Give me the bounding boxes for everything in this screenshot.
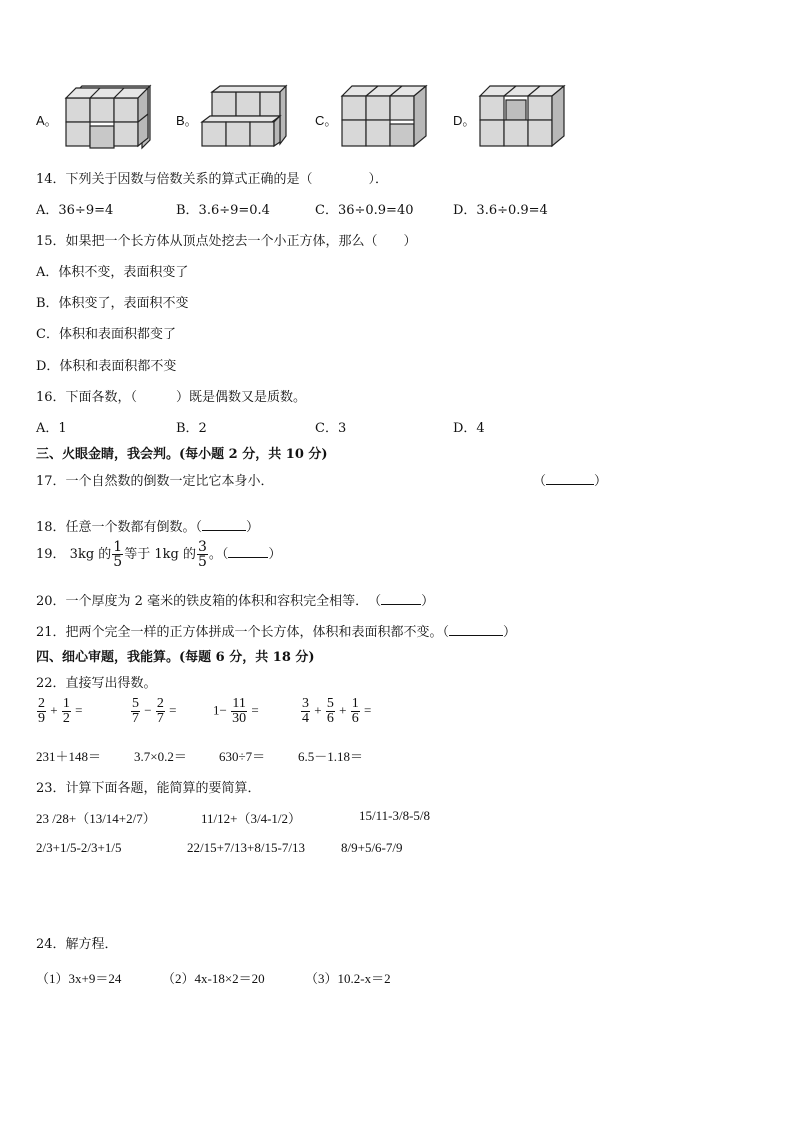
- equals: =: [363, 702, 372, 718]
- q15-option-c[interactable]: C．体积和表面积都变了: [36, 327, 176, 342]
- numerator: 11: [232, 696, 246, 711]
- answer-blank-14[interactable]: [313, 171, 369, 183]
- question-23-stem: 23．计算下面各题，能简算的要简算．: [36, 781, 261, 796]
- cube-figure-a: [62, 84, 154, 152]
- paren-close: ）: [503, 625, 517, 640]
- numerator: 1: [113, 539, 123, 555]
- cube-figure-c: [338, 84, 430, 152]
- question-24-stem: 24．解方程．: [36, 937, 118, 952]
- question-17-text: 17．一个自然数的倒数一定比它本身小．: [36, 474, 274, 489]
- q23-item-1: 23 /28+（13/14+2/7）: [36, 811, 156, 826]
- fraction: [197, 540, 208, 569]
- operator: +: [314, 702, 322, 718]
- answer-blank-19[interactable]: [228, 545, 268, 558]
- numerator: 3: [302, 696, 309, 711]
- denominator: 7: [156, 711, 164, 726]
- question-22-stem: 22．直接写出得数。: [36, 676, 157, 691]
- expression-22-3: [213, 697, 259, 726]
- fraction: [112, 540, 123, 569]
- lead-term: 1−: [213, 702, 227, 718]
- q23-item-4: 2/3+1/5-2/3+1/5: [36, 840, 122, 855]
- q14-option-a[interactable]: A．36÷9=4: [36, 203, 114, 218]
- equals: =: [169, 702, 177, 718]
- answer-blank-20[interactable]: [381, 592, 421, 605]
- q23-item-5: 22/15+7/13+8/15-7/13: [187, 840, 305, 855]
- equation-3: （3）10.2-x＝2: [305, 971, 391, 986]
- answer-blank-17[interactable]: [546, 472, 594, 485]
- option-b-label: B。: [176, 113, 198, 128]
- fraction: [301, 697, 310, 726]
- question-15-stem: 15．如果把一个长方体从顶点处挖去一个小正方体，那么（ ）: [36, 234, 417, 249]
- paren-close: ）: [594, 474, 608, 489]
- question-19: [36, 540, 281, 569]
- numerator: 3: [197, 539, 207, 555]
- operator: +: [50, 702, 58, 718]
- fraction: [326, 697, 335, 726]
- numerator: 1: [62, 696, 70, 711]
- question-14-stem: 14．下列关于因数与倍数关系的算式正确的是（: [36, 172, 313, 187]
- fraction: [156, 697, 165, 726]
- expression-22-1: [36, 697, 82, 726]
- option-d-label: D。: [453, 113, 476, 128]
- equals: =: [75, 702, 83, 718]
- paren-close: ）: [268, 547, 282, 562]
- numerator: 2: [38, 696, 45, 711]
- cube-figure-b: [198, 84, 290, 152]
- q23-item-2: 11/12+（3/4-1/2）: [201, 811, 302, 826]
- fraction: [231, 697, 247, 726]
- q22-row2-item-2: 3.7×0.2＝: [134, 749, 187, 764]
- denominator: 2: [62, 711, 70, 726]
- denominator: 5: [197, 554, 207, 570]
- q22-row2-item-1: 231＋148＝: [36, 749, 102, 764]
- q23-item-6: 8/9+5/6-7/9: [341, 840, 403, 855]
- operator: −: [144, 702, 152, 718]
- denominator: 4: [302, 711, 309, 726]
- q14-option-d[interactable]: D．3.6÷0.9=4: [453, 203, 548, 218]
- question-20-text: 20．一个厚度为 2 毫米的铁皮箱的体积和容积完全相等． （: [36, 594, 382, 609]
- equation-2: （2）4x-18×2＝20: [162, 971, 265, 986]
- equation-1: （1）3x+9＝24: [36, 971, 122, 986]
- cube-figure-d: [476, 84, 568, 152]
- paren-open: （: [533, 474, 547, 489]
- denominator: 30: [232, 711, 247, 726]
- fraction: [62, 697, 71, 726]
- question-21: [36, 621, 516, 640]
- question-14-stem-end: ）．: [368, 172, 389, 187]
- fraction: [37, 697, 46, 726]
- numerator: 5: [132, 696, 139, 711]
- answer-blank-21[interactable]: [449, 623, 503, 636]
- question-21-text: 21．把两个完全一样的正方体拼成一个长方体，体积和表面积都不变。（: [36, 625, 450, 640]
- q15-option-a[interactable]: A．体积不变，表面积变了: [36, 265, 189, 280]
- q15-option-d[interactable]: D．体积和表面积都不变: [36, 359, 177, 374]
- numerator: 2: [156, 696, 164, 711]
- question-16-stem: 16．下面各数，（ ）既是偶数又是质数。: [36, 390, 307, 405]
- q22-row2-item-4: 6.5－1.18＝: [298, 749, 364, 764]
- denominator: 6: [351, 711, 359, 726]
- question-19-prefix: 19． 3kg 的: [36, 547, 112, 562]
- paren-close: ）: [421, 594, 435, 609]
- question-20: [36, 590, 434, 609]
- expression-22-4: [300, 697, 371, 726]
- denominator: 6: [326, 711, 334, 726]
- q22-row2-item-3: 630÷7＝: [219, 749, 266, 764]
- fraction: [351, 697, 360, 726]
- numerator: 5: [326, 696, 334, 711]
- q15-option-b[interactable]: B．体积变了，表面积不变: [36, 296, 189, 311]
- fraction: [131, 697, 140, 726]
- denominator: 5: [113, 554, 123, 570]
- question-14: [36, 168, 388, 187]
- q16-option-c[interactable]: C．3: [315, 421, 347, 436]
- question-18: [36, 516, 259, 535]
- answer-paren-17[interactable]: [533, 470, 607, 489]
- paren-close: ）: [246, 520, 260, 535]
- operator: +: [339, 702, 347, 718]
- denominator: 7: [132, 711, 139, 726]
- q23-item-3: 15/11-3/8-5/8: [359, 808, 431, 823]
- q16-option-d[interactable]: D．4: [453, 421, 485, 436]
- option-a-label: A。: [36, 113, 58, 128]
- numerator: 1: [351, 696, 359, 711]
- option-c-label: C。: [315, 113, 338, 128]
- question-18-text: 18．任意一个数都有倒数。（: [36, 520, 203, 535]
- expression-22-2: [130, 697, 176, 726]
- q16-option-b[interactable]: B．2: [176, 421, 207, 436]
- question-19-suffix: 。（: [208, 547, 229, 562]
- equals: =: [251, 702, 259, 718]
- section-4-heading: 四、细心审题，我能算。(每题 6 分，共 18 分): [36, 650, 315, 665]
- denominator: 9: [38, 711, 45, 726]
- q14-option-c[interactable]: C．36÷0.9=40: [315, 203, 414, 218]
- question-19-middle: 等于 1kg 的: [124, 547, 196, 562]
- q16-option-a[interactable]: A．1: [36, 421, 67, 436]
- q14-option-b[interactable]: B．3.6÷9=0.4: [176, 203, 270, 218]
- answer-blank-18[interactable]: [202, 518, 246, 531]
- section-3-heading: 三、火眼金睛，我会判。(每小题 2 分，共 10 分): [36, 447, 328, 462]
